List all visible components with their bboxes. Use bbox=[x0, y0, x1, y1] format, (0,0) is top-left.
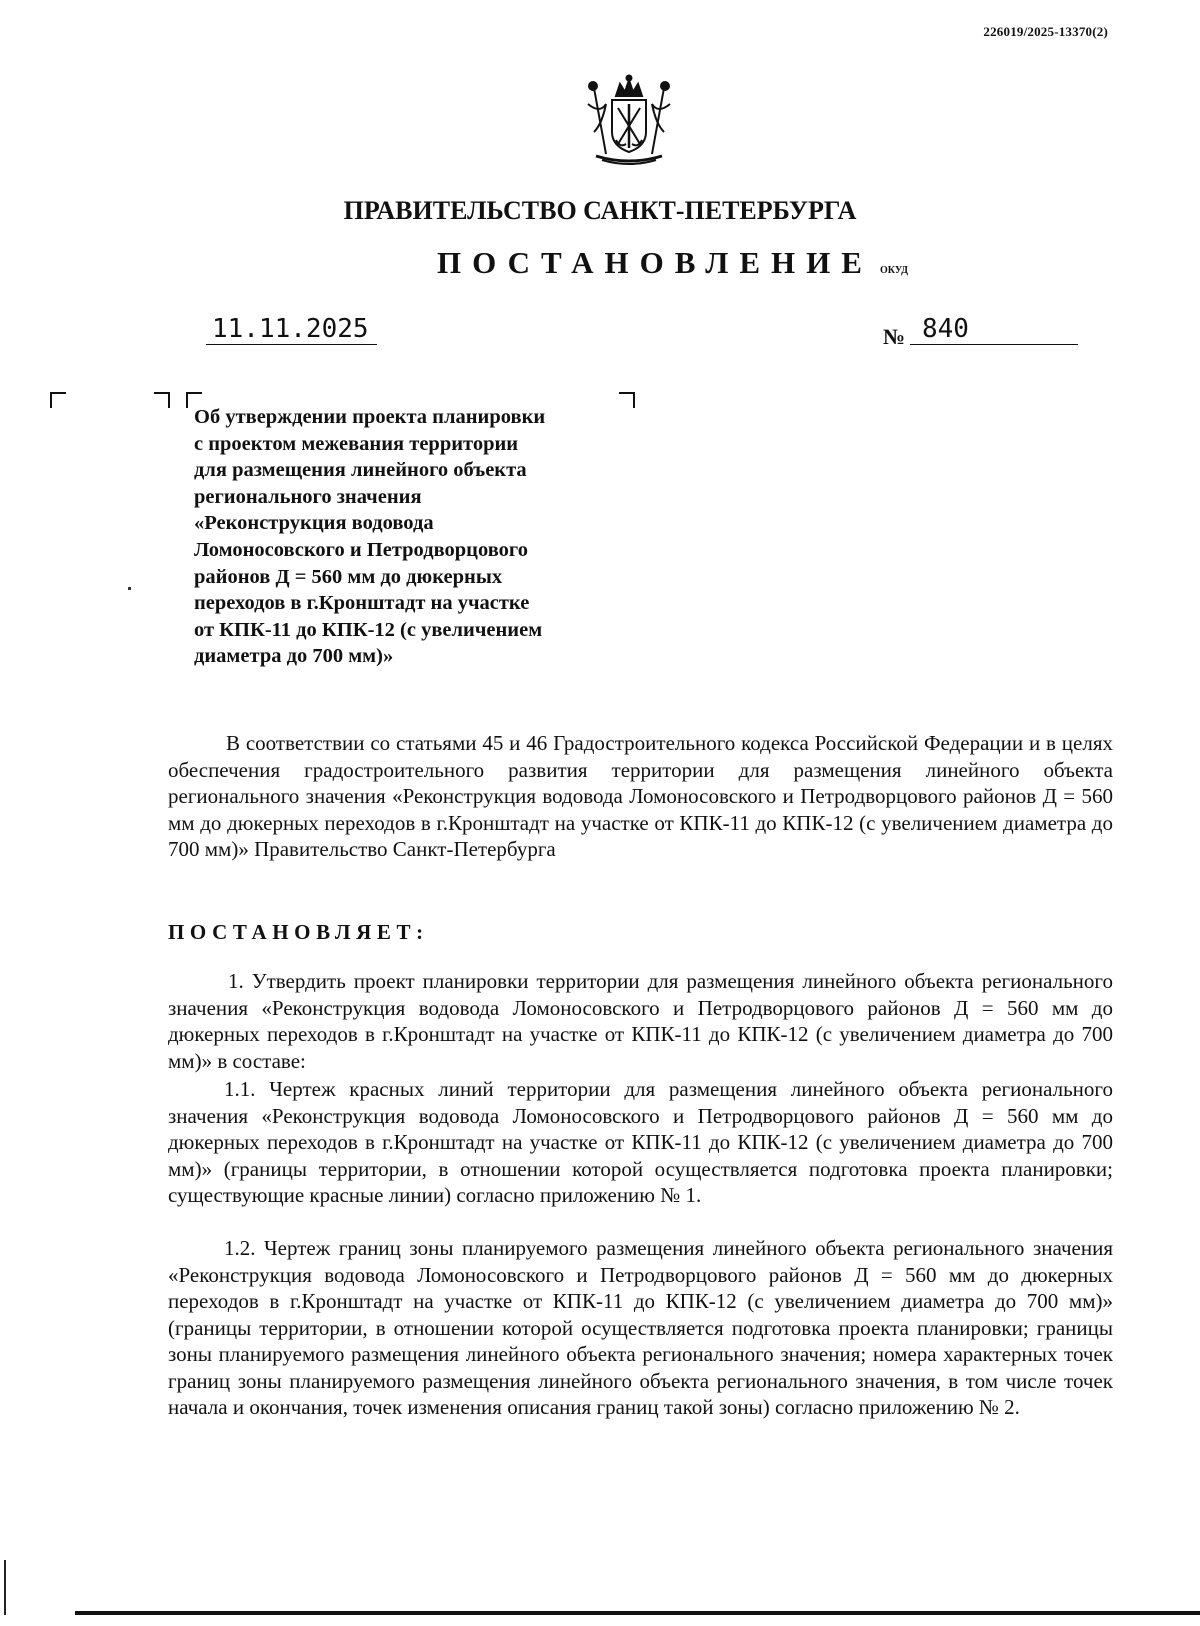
item-1-1-paragraph: 1.1. Чертеж красных линий территории для размещения линейного объекта регионального значения «Реконструкция водовода Ломоносовского и Петродворцового районов Д = 560 мм до дюкерных переходов в г.Кронштадт на участке от КПК-11 до КПК-12 (с увеличением диаметра до 700 мм)» (границы территории, в отношении которой осуществляется подготовка проекта планировки; существующие красные линии) согласно приложению № 1. bbox=[168, 1077, 1113, 1207]
subject-line: от КПК-11 до КПК-12 (с увеличением bbox=[194, 618, 543, 641]
subject-line: диаметра до 700 мм)» bbox=[194, 645, 394, 668]
bottom-rule bbox=[75, 1611, 1200, 1615]
subject-line: переходов в г.Кронштадт на участке bbox=[194, 592, 530, 615]
corner-mark bbox=[154, 392, 170, 408]
number-underline bbox=[910, 344, 1078, 345]
coat-of-arms-icon bbox=[580, 74, 678, 166]
okud-label: ОКУД bbox=[880, 265, 909, 276]
government-title: ПРАВИТЕЛЬСТВО САНКТ-ПЕТЕРБУРГА bbox=[343, 196, 857, 225]
registration-number: 226019/2025-13370(2) bbox=[983, 24, 1108, 39]
date-underline bbox=[206, 344, 377, 345]
preamble-paragraph: В соответствии со статьями 45 и 46 Градостроительного кодекса Российской Федерации и в целях обеспечения градостроительного развития территории для размещения линейного объекта регионального значения «Реконструкция водовода Ломоносовского и Петродворцового районов Д = 560 мм до дюкерных переходов в г.Кронштадт на участке от КПК-11 до КПК-12 (с увеличением диаметра до 700 мм)» Правительство Санкт-Петербурга bbox=[168, 731, 1113, 861]
document-date: 11.11.2025 bbox=[212, 314, 369, 344]
number-label: № bbox=[883, 324, 906, 349]
subject-line: с проектом межевания территории bbox=[194, 432, 519, 455]
item-1-paragraph: 1. Утвердить проект планировки территории для размещения линейного объекта регионального значения «Реконструкция водовода Ломоносовского и Петродворцового районов Д = 560 мм до дюкерных переходов в г.Кронштадт на участке от КПК-11 до КПК-12 (с увеличением диаметра до 700 мм)» в составе: bbox=[168, 969, 1113, 1073]
item-1-2-paragraph: 1.2. Чертеж границ зоны планируемого размещения линейного объекта регионального значения «Реконструкция водовода Ломоносовского и Петродворцового районов Д = 560 мм до дюкерных переходов в г.Кронштадт на участке от КПК-11 до КПК-12 (с увеличением диаметра до 700 мм)» (границы территории, в отношении которой осуществляется подготовка проекта планировки; границы зоны планируемого размещения линейного объекта регионального значения; номера характерных точек границ зоны планируемого размещения линейного объекта регионального значения, в том числе точек начала и окончания, точек изменения описания границ такой зоны) согласно приложению № 2. bbox=[168, 1236, 1113, 1419]
subject-line: Ломоносовского и Петродворцового bbox=[194, 538, 528, 561]
subject-line: регионального значения bbox=[194, 485, 422, 508]
scan-speck bbox=[128, 587, 131, 590]
document-type: ПОСТАНОВЛЕНИЕ bbox=[437, 245, 873, 280]
subject-line: районов Д = 560 мм до дюкерных bbox=[194, 565, 503, 588]
corner-mark bbox=[50, 392, 66, 408]
document-subject bbox=[194, 404, 634, 670]
scan-edge-mark bbox=[4, 1560, 6, 1615]
document-number: 840 bbox=[922, 314, 969, 344]
decree-heading: ПОСТАНОВЛЯЕТ: bbox=[168, 920, 429, 944]
subject-line: для размещения линейного объекта bbox=[194, 459, 527, 482]
subject-line: «Реконструкция водовода bbox=[194, 512, 434, 535]
subject-line: Об утверждении проекта планировки bbox=[194, 406, 546, 428]
